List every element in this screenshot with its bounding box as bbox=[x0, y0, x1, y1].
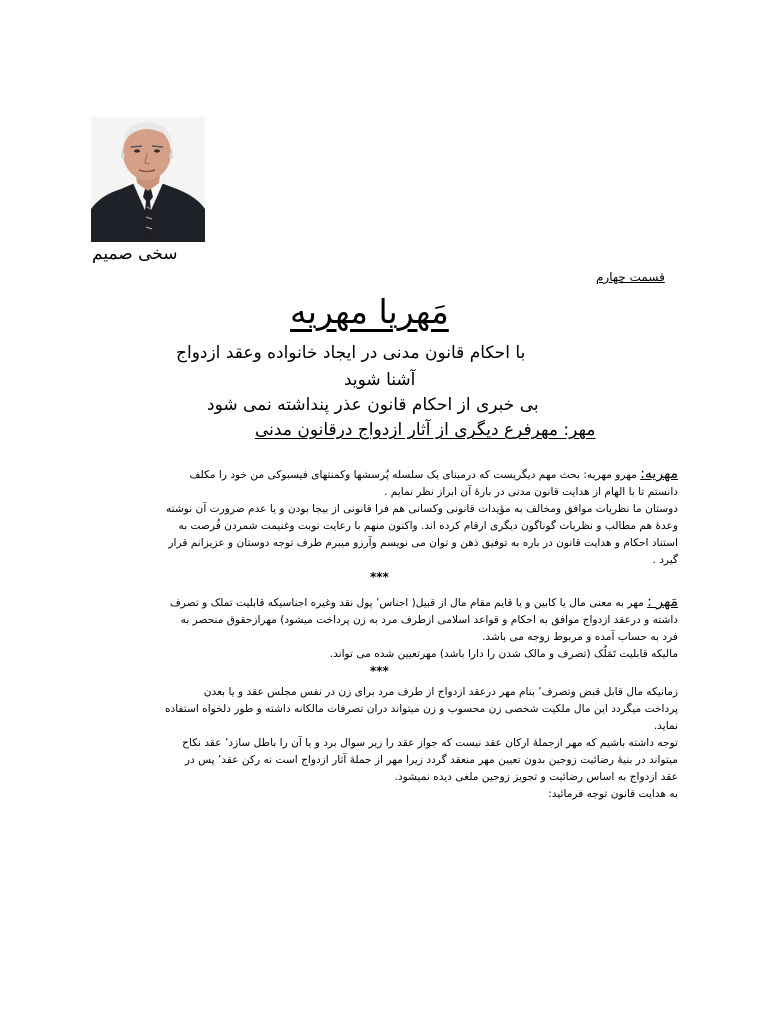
paragraph-line: داشته و درعقد ازدواج موافق به احکام و قواعد اسلامی ازطرف مرد به زن پرداخت میشود) مهرازحقوق منحصر به bbox=[180, 614, 678, 626]
paragraph-line: به هدایت قانون توجه فرمائید: bbox=[548, 788, 678, 800]
separator: *** bbox=[370, 664, 389, 678]
section-heading: مهر: مهرفرع دیگری از آثار ازدواج درقانون مدنی bbox=[255, 420, 596, 440]
paragraph-line: دانستم تا با الهام از هدایت قانون مدنی در بارهٔ آن ابراز نظر نمایم . bbox=[384, 486, 678, 498]
paragraph-line: دوستان ما نظریات موافق ومخالف به مؤیدات قانونی وکسانی هم فرا قانونی از بیجا بودن و یا عدم ضرورت آن نوشته bbox=[166, 503, 678, 515]
separator: *** bbox=[370, 570, 389, 584]
paragraph-line: توجه داشته باشیم که مهر ازجملهٔ ارکان عقد نیست که جواز عقد را زیر سوال برد و یا آن را باطل سازد٬ عقد نکاح bbox=[182, 737, 678, 749]
term-heading: مهریه: bbox=[640, 466, 678, 482]
paragraph-line: استناد احکام و هدایت قانون در باره به توفیق ذهن و توان می نویسم وآرزو میبرم طرف توجه دوستان و عزیزانم قرار bbox=[168, 537, 678, 549]
paragraph-line: گیرد . bbox=[652, 554, 678, 566]
paragraph-line: مهریه: مهرو مهریه: بحث مهم دیگریست که درمبنای یک سلسله پُرسشها وکمنتهای فیسبوکی من خود را مکلف bbox=[189, 466, 678, 482]
paragraph-line: وعدهٔ هم مطالب و نظریات گوناگون دیگری ارقام کرده اند. واکنون منهم با رعایت نوبت وغنیمت شمردن فُرصت به bbox=[178, 520, 678, 532]
subtitle-line: با احکام قانون مدنی در ایجاد خانواده وعقد ازدواج bbox=[176, 343, 526, 363]
paragraph-line: پرداخت میگردد این مال ملکیت شخصی زن محسوب و زن میتواند دران تصرفات مالکانه داشته و طور دلخواه استفاده bbox=[164, 703, 678, 715]
paragraph-line: مالیکه قابلیت تَمَلُک (تصرف و مالک شدن را دارا باشد) مهرتعیین شده می تواند. bbox=[329, 648, 678, 660]
paragraph-line: میتواند در بنیهٔ رضائیت زوجین بدون تعیین مهر منعقد گردد زیرا مهر از جملهٔ آثار ازدواج است نه رکن عقد٬ پس در bbox=[184, 754, 678, 766]
paragraph-line: زمانیکه مال قابل قبض وتصرف٬ بنام مهر درعقد ازدواج از طرف مرد برای زن در نفس مجلس عقد و یا بعدن bbox=[203, 686, 678, 698]
author-name: سخی صمیم bbox=[92, 244, 178, 264]
author-portrait-image bbox=[91, 117, 205, 242]
paragraph-line: فرد به حساب آمده و مربوط زوجه می باشد. bbox=[482, 631, 678, 643]
subtitle-line: آشنا شوید bbox=[344, 370, 416, 390]
paragraph-line: عقد ازدواج به اساس رضائیت و تجویز زوجین ملغی دیده نمیشود. bbox=[394, 771, 678, 783]
paragraph-line: نماید. bbox=[653, 720, 678, 732]
page-title: مَهریا مهریه bbox=[290, 292, 449, 331]
author-photo bbox=[91, 117, 205, 242]
part-label: قسمت چهارم bbox=[596, 270, 665, 284]
paragraph-ownership bbox=[90, 684, 678, 803]
paragraph-mahriya bbox=[90, 466, 678, 569]
paragraph-mahr bbox=[90, 594, 678, 663]
subtitle-line: بی خبری از احکام قانون عذر پنداشته نمی شود bbox=[207, 395, 539, 415]
term-heading: مَهر : bbox=[647, 594, 678, 610]
paragraph-line: مَهر : مهر به معنی مال یا کابین و یا قایم مقام مال از قبیل( اجناس٬ پول نقد وغیره اجناسیکه قابلیت تملک و تصرف bbox=[169, 594, 678, 610]
